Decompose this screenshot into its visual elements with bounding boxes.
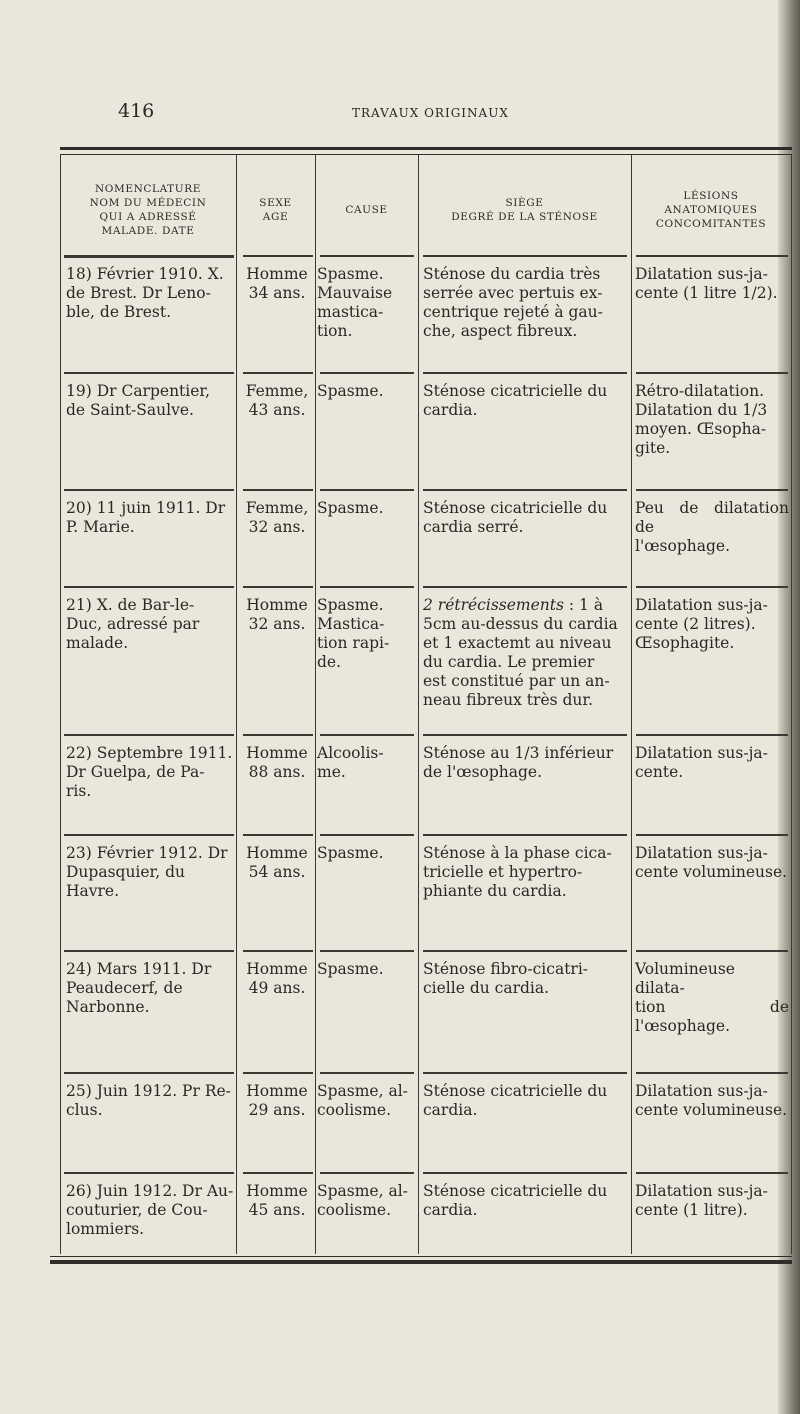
cell-line: Narbonne. <box>66 998 150 1016</box>
header-line: MALADE. DATE <box>101 225 195 237</box>
cell-siege <box>423 1082 629 1120</box>
cell-line: me. <box>317 763 346 781</box>
cell-lesions <box>635 499 789 556</box>
row-separator <box>64 734 234 736</box>
cell-line: P. Marie. <box>66 518 135 536</box>
cell-line: 29 ans. <box>248 1101 306 1119</box>
cell-line: Dr Guelpa, de Pa- <box>66 763 205 781</box>
row-separator <box>243 255 313 257</box>
cell-line: 21) X. de Bar-le- <box>66 596 195 614</box>
row-separator <box>320 586 414 588</box>
cell-line: Homme <box>246 960 308 978</box>
row-separator <box>320 372 414 374</box>
row-separator <box>636 255 788 257</box>
cell-line: Sténose cicatricielle du <box>423 499 608 517</box>
cell-line: Dilatation sus-ja- <box>635 744 768 762</box>
cell-siege <box>423 382 629 420</box>
row-separator <box>320 255 414 257</box>
cell-sexe-age <box>241 1182 313 1220</box>
header-line: ANATOMIQUES <box>664 204 758 216</box>
cell-line: Sténose cicatricielle du <box>423 382 608 400</box>
cell-sexe-age <box>241 844 313 882</box>
row-separator <box>423 1072 627 1074</box>
cell-sexe-age <box>241 1082 313 1120</box>
header-line: CAUSE <box>345 204 388 216</box>
page-header <box>0 100 780 130</box>
row-separator <box>64 255 234 258</box>
cases-table <box>60 147 792 1264</box>
cell-siege <box>423 960 629 998</box>
cell-line: Homme <box>246 744 308 762</box>
cell-line: coolisme. <box>317 1101 392 1119</box>
cell-line: Dilatation sus-ja- <box>635 844 768 862</box>
row-separator <box>423 255 627 257</box>
cell-line: Spasme. <box>317 596 384 614</box>
cell-line: Homme <box>246 1082 308 1100</box>
cell-line: mastica- <box>317 303 384 321</box>
cell-line: Sténose du cardia très <box>423 265 601 283</box>
cell-line: 26) Juin 1912. Dr Au- <box>66 1182 234 1200</box>
cell-line: coolisme. <box>317 1201 392 1219</box>
cell-siege <box>423 596 629 710</box>
row-separator <box>320 950 414 952</box>
row-separator <box>423 372 627 374</box>
cell-line: Dilatation sus-ja- <box>635 1182 768 1200</box>
row-separator <box>64 1172 234 1174</box>
cell-line: Volumineuse dilata- <box>635 960 735 997</box>
cell-line: Sténose fibro-cicatri- <box>423 960 589 978</box>
cell-line: Spasme. <box>317 382 384 400</box>
row-separator <box>636 834 788 836</box>
row-separator <box>64 834 234 836</box>
cell-line: et 1 exactemt au niveau <box>423 634 612 652</box>
cell-line: Sténose cicatricielle du <box>423 1082 608 1100</box>
cell-line: Spasme, al- <box>317 1182 408 1200</box>
table-bottom-rule <box>50 1260 792 1264</box>
cell-nomenclature <box>66 596 236 653</box>
cell-nomenclature <box>66 382 236 420</box>
cell-line: che, aspect fibreux. <box>423 322 578 340</box>
row-separator <box>636 1072 788 1074</box>
cell-lesions <box>635 1082 789 1120</box>
cell-cause <box>317 1082 415 1120</box>
header-siege <box>418 155 631 265</box>
cell-line <box>423 596 629 615</box>
cell-siege <box>423 1182 629 1220</box>
cell-line: Homme <box>246 596 308 614</box>
cell-line: lommiers. <box>66 1220 145 1238</box>
cell-line: l'œsophage. <box>635 537 730 555</box>
cell-line: Dilatation sus-ja- <box>635 265 768 283</box>
cell-line: Alcoolis- <box>317 744 384 762</box>
cell-line: cardia. <box>423 1201 478 1219</box>
cell-line: Femme, <box>245 499 309 517</box>
cell-lesions <box>635 1182 789 1220</box>
cell-italic-text: 2 rétrécissements <box>423 596 564 614</box>
cell-line: 22) Septembre 1911. <box>66 744 233 762</box>
cell-line: cente volumineuse. <box>635 863 788 881</box>
cell-line: Spasme. <box>317 960 384 978</box>
cell-line: Spasme. <box>317 265 384 283</box>
cell-cause <box>317 844 415 863</box>
cell-line: Dilatation du 1/3 <box>635 401 768 419</box>
cell-cause <box>317 382 415 401</box>
cell-line: cielle du cardia. <box>423 979 550 997</box>
cell-line: ris. <box>66 782 92 800</box>
row-separator <box>64 950 234 952</box>
cell-siege <box>423 499 629 537</box>
cell-line: Mastica- <box>317 615 385 633</box>
cell-line: de Saint-Saulve. <box>66 401 194 419</box>
cell-line: 23) Février 1912. Dr <box>66 844 228 862</box>
cell-line: du cardia. Le premier <box>423 653 595 671</box>
cell-line: tion de l'œsophage. <box>635 998 789 1035</box>
row-separator <box>423 834 627 836</box>
row-separator <box>636 372 788 374</box>
cell-line: de. <box>317 653 342 671</box>
cell-line: cardia serré. <box>423 518 524 536</box>
row-separator <box>243 1172 313 1174</box>
cell-cause <box>317 265 415 341</box>
cell-line: moyen. Œsopha- <box>635 420 767 438</box>
cell-nomenclature <box>66 844 236 901</box>
cell-line: 88 ans. <box>248 763 306 781</box>
header-lesions <box>631 155 791 265</box>
cell-line: cente (1 litre 1/2). <box>635 284 778 302</box>
cell-line: Duc, adressé par <box>66 615 200 633</box>
cell-line: Sténose cicatricielle du <box>423 1182 608 1200</box>
table-bottom-rule-thin <box>50 1256 792 1257</box>
cell-line: couturier, de Cou- <box>66 1201 208 1219</box>
row-separator <box>636 734 788 736</box>
cell-line: ble, de Brest. <box>66 303 172 321</box>
cell-lesions <box>635 596 789 653</box>
column-divider <box>418 155 419 1254</box>
cell-lesions <box>635 844 789 882</box>
cell-cause <box>317 960 415 979</box>
cell-line: gite. <box>635 439 671 457</box>
cell-line: cente volumineuse. <box>635 1101 788 1119</box>
cell-line: cardia. <box>423 1101 478 1119</box>
row-separator <box>243 734 313 736</box>
cell-line: Sténose à la phase cica- <box>423 844 612 862</box>
row-separator <box>243 586 313 588</box>
cell-cause <box>317 744 415 782</box>
cell-line: 43 ans. <box>248 401 306 419</box>
cell-line: 32 ans. <box>248 518 306 536</box>
cell-line: Homme <box>246 844 308 862</box>
column-divider <box>631 155 632 1254</box>
cell-cause <box>317 596 415 672</box>
table-top-rule <box>60 147 792 150</box>
cell-line: Spasme. <box>317 844 384 862</box>
cell-line: Havre. <box>66 882 120 900</box>
row-separator <box>423 586 627 588</box>
cell-line: serrée avec pertuis ex- <box>423 284 603 302</box>
cell-line: 18) Février 1910. X. <box>66 265 224 283</box>
cell-line: 25) Juin 1912. Pr Re- <box>66 1082 231 1100</box>
row-separator <box>64 372 234 374</box>
cell-text: : 1 à <box>563 596 604 614</box>
header-line: SEXE <box>259 197 292 209</box>
cell-line: Rétro-dilatation. <box>635 382 765 400</box>
row-separator <box>64 489 234 491</box>
cell-nomenclature <box>66 744 236 801</box>
cell-line: Homme <box>246 1182 308 1200</box>
cell-nomenclature <box>66 1182 236 1239</box>
cell-line: 45 ans. <box>248 1201 306 1219</box>
cell-siege <box>423 844 629 901</box>
cell-line: 19) Dr Carpentier, <box>66 382 211 400</box>
cell-line: de Brest. Dr Leno- <box>66 284 211 302</box>
row-separator <box>423 734 627 736</box>
table-left-border <box>60 155 61 1254</box>
cell-line: neau fibreux très dur. <box>423 691 594 709</box>
cell-line: tion rapi- <box>317 634 390 652</box>
row-separator <box>320 489 414 491</box>
cell-line: Spasme, al- <box>317 1082 408 1100</box>
cell-lesions <box>635 744 789 782</box>
header-line: QUI A ADRESSÉ <box>99 211 197 223</box>
cell-line: 34 ans. <box>248 284 306 302</box>
row-separator <box>64 1072 234 1074</box>
table-right-border <box>791 155 792 1254</box>
header-sexe-age <box>236 155 315 265</box>
row-separator <box>636 586 788 588</box>
row-separator <box>243 1072 313 1074</box>
cell-line: clus. <box>66 1101 103 1119</box>
cell-nomenclature <box>66 1082 236 1120</box>
cell-lesions <box>635 960 789 1036</box>
header-nomenclature <box>60 155 236 265</box>
cell-line: 24) Mars 1911. Dr <box>66 960 212 978</box>
cell-line: cente (2 litres). <box>635 615 756 633</box>
cell-sexe-age <box>241 265 313 303</box>
cell-line: Femme, <box>245 382 309 400</box>
cell-line: Homme <box>246 265 308 283</box>
row-separator <box>243 489 313 491</box>
cell-cause <box>317 1182 415 1220</box>
row-separator <box>320 1172 414 1174</box>
cell-line: tricielle et hypertro- <box>423 863 583 881</box>
row-separator <box>320 734 414 736</box>
row-separator <box>423 950 627 952</box>
cell-sexe-age <box>241 744 313 782</box>
cell-lesions <box>635 265 789 303</box>
cell-nomenclature <box>66 960 236 1017</box>
cell-sexe-age <box>241 960 313 998</box>
header-line: NOMENCLATURE <box>94 183 202 195</box>
header-line: NOM DU MÉDECIN <box>89 197 207 209</box>
row-separator <box>243 372 313 374</box>
column-divider <box>236 155 237 1254</box>
header-line: AGE <box>262 211 289 223</box>
cell-sexe-age <box>241 499 313 537</box>
cell-nomenclature <box>66 265 236 322</box>
cell-lesions <box>635 382 789 458</box>
cell-line: Sténose au 1/3 inférieur <box>423 744 614 762</box>
cell-nomenclature <box>66 499 236 537</box>
row-separator <box>636 950 788 952</box>
cell-line: Mauvaise <box>317 284 393 302</box>
cell-line: phiante du cardia. <box>423 882 567 900</box>
cell-siege <box>423 265 629 341</box>
cell-line: Spasme. <box>317 499 384 517</box>
cell-line: 32 ans. <box>248 615 306 633</box>
cell-line: 49 ans. <box>248 979 306 997</box>
cell-line: est constitué par un an- <box>423 672 610 690</box>
cell-line: tion. <box>317 322 353 340</box>
cell-sexe-age <box>241 382 313 420</box>
running-title: TRAVAUX ORIGINAUX <box>352 106 509 120</box>
row-separator <box>320 834 414 836</box>
page-number: 416 <box>118 100 155 122</box>
header-cause <box>315 155 418 265</box>
cell-line: Dilatation sus-ja- <box>635 596 768 614</box>
cell-line: cardia. <box>423 401 478 419</box>
cell-line: Peaudecerf, de <box>66 979 183 997</box>
cell-line: 20) 11 juin 1911. Dr <box>66 499 226 517</box>
cell-line: centrique rejeté à gau- <box>423 303 603 321</box>
cell-line: cente. <box>635 763 684 781</box>
header-line: SIÈGE <box>505 197 544 209</box>
cell-line: Œsophagite. <box>635 634 735 652</box>
header-line: LÉSIONS <box>683 190 739 202</box>
cell-line: cente (1 litre). <box>635 1201 748 1219</box>
row-separator <box>636 489 788 491</box>
cell-line: malade. <box>66 634 129 652</box>
column-divider <box>315 155 316 1254</box>
row-separator <box>423 489 627 491</box>
row-separator <box>320 1072 414 1074</box>
header-line: CONCOMITANTES <box>655 218 767 230</box>
cell-siege <box>423 744 629 782</box>
cell-line: 5cm au-dessus du cardia <box>423 615 618 633</box>
row-separator <box>243 950 313 952</box>
cell-line: de l'œsophage. <box>423 763 543 781</box>
row-separator <box>423 1172 627 1174</box>
cell-sexe-age <box>241 596 313 634</box>
cell-line: Dilatation sus-ja- <box>635 1082 768 1100</box>
cell-line: Dupasquier, du <box>66 863 186 881</box>
cell-line: Peu de dilatation de <box>635 499 789 536</box>
header-line: DEGRÉ DE LA STÉNOSE <box>451 211 598 223</box>
row-separator <box>243 834 313 836</box>
cell-cause <box>317 499 415 518</box>
row-separator <box>636 1172 788 1174</box>
cell-line: 54 ans. <box>248 863 306 881</box>
row-separator <box>64 586 234 588</box>
